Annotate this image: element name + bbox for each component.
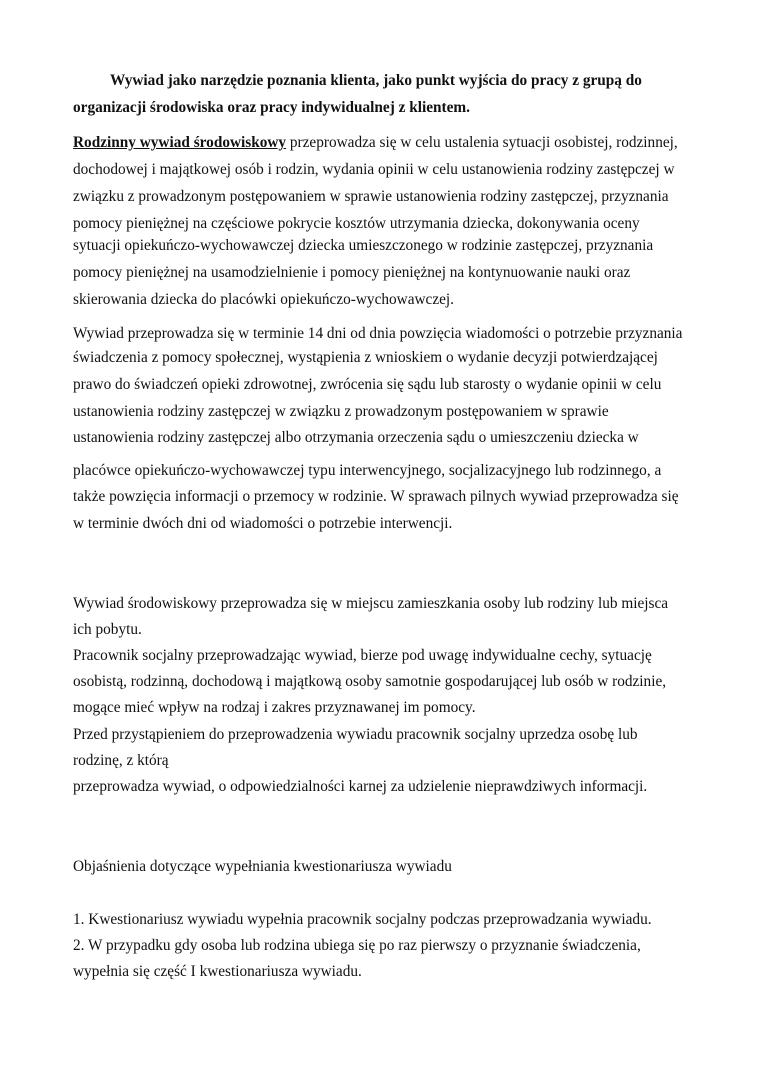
p3-line: mogące mieć wpływ na rodzaj i zakres przyznawanej im pomocy. xyxy=(73,699,476,716)
p3-line: Pracownik socjalny przeprowadzając wywiad, bierze pod uwagę indywidualne cechy, sytuację xyxy=(73,647,652,664)
section-heading-objasnienia: Objaśnienia dotyczące wypełniania kwestionariusza wywiadu xyxy=(73,858,452,875)
p2-line: placówce opiekuńczo-wychowawczej typu interwencyjnego, socjalizacyjnego lub rodzinnego, a xyxy=(73,462,662,479)
p1-line: sytuacji opiekuńczo-wychowawczej dziecka umieszczonego w rodzinie zastępczej, przyznania xyxy=(73,237,654,254)
p3-line: rodzinę, z którą xyxy=(73,752,169,769)
document-title-line-2: organizacji środowiska oraz pracy indywidualnej z klientem. xyxy=(73,99,471,116)
p5-line: wypełnia się część I kwestionariusza wywiadu. xyxy=(73,963,362,980)
p2-line: także powzięcia informacji o przemocy w rodzinie. W sprawach pilnych wywiad przeprowadza się xyxy=(73,488,679,505)
p1-line: pomocy pieniężnej na usamodzielnienie i pomocy pieniężnej na kontynuowanie nauki oraz xyxy=(73,264,631,281)
p1-line: dochodowej i majątkowej osób i rodzin, wydania opinii w celu ustanowienia rodziny zastępczej w xyxy=(73,161,675,178)
p1-line-1-text: przeprowadza się w celu ustalenia sytuacji osobistej, rodzinnej, xyxy=(286,134,678,151)
p2-line: w terminie dwóch dni od wiadomości o potrzebie interwencji. xyxy=(73,515,453,532)
p5-line: 1. Kwestionariusz wywiadu wypełnia pracownik socjalny podczas przeprowadzania wywiadu. xyxy=(73,911,652,928)
p3-line: Wywiad środowiskowy przeprowadza się w miejscu zamieszkania osoby lub rodziny lub miejsca xyxy=(73,595,669,612)
document-title-line-1: Wywiad jako narzędzie poznania klienta, jako punkt wyjścia do pracy z grupą do xyxy=(110,72,642,89)
p1-line: związku z prowadzonym postępowaniem w sprawie ustanowienia rodziny zastępczej, przyznania xyxy=(73,188,669,205)
p5-line: 2. W przypadku gdy osoba lub rodzina ubiega się po raz pierwszy o przyznanie świadczenia, xyxy=(73,937,641,954)
p1-line-1 xyxy=(73,134,678,152)
p3-line: Przed przystąpieniem do przeprowadzenia wywiadu pracownik socjalny uprzedza osobę lub xyxy=(73,726,638,743)
p2-line: prawo do świadczeń opieki zdrowotnej, zwrócenia się sądu lub starosty o wydanie opinii w celu xyxy=(73,376,662,393)
p2-line: świadczenia z pomocy społecznej, wystąpienia z wnioskiem o wydanie decyzji potwierdzającej xyxy=(73,349,658,366)
p3-line: przeprowadza wywiad, o odpowiedzialności karnej za udzielenie nieprawdziwych informacji. xyxy=(73,778,648,795)
p1-line: pomocy pieniężnej na częściowe pokrycie kosztów utrzymania dziecka, dokonywania oceny xyxy=(73,215,640,232)
p2-line: ustanowienia rodziny zastępczej w związku z prowadzonym postępowaniem w sprawie xyxy=(73,403,609,420)
p2-line: Wywiad przeprowadza się w terminie 14 dni od dnia powzięcia wiadomości o potrzebie przyznania xyxy=(73,325,683,342)
p3-line: osobistą, rodzinną, dochodową i majątkową osoby samotnie gospodarującej lub osób w rodzinie, xyxy=(73,673,667,690)
p2-line: ustanowienia rodziny zastępczej albo otrzymania orzeczenia sądu o umieszczeniu dziecka w xyxy=(73,429,639,446)
section-heading-rodzinny-wywiad: Rodzinny wywiad środowiskowy xyxy=(73,134,287,151)
p3-line: ich pobytu. xyxy=(73,621,142,638)
p1-line: skierowania dziecka do placówki opiekuńczo-wychowawczej. xyxy=(73,291,454,308)
